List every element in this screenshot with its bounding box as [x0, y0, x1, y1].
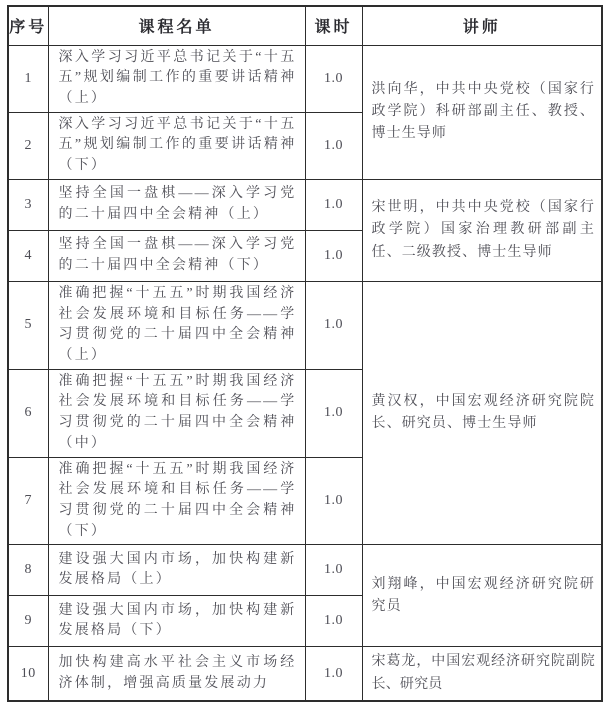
row-number: 9	[8, 596, 48, 647]
course-hours: 1.0	[305, 596, 362, 647]
course-hours: 1.0	[305, 112, 362, 179]
course-hours: 1.0	[305, 369, 362, 457]
table-row-3	[8, 179, 602, 230]
course-table	[7, 5, 603, 702]
table-row-5	[8, 281, 602, 369]
table-row-10	[8, 647, 602, 701]
row-number: 5	[8, 281, 48, 369]
course-name: 深入学习习近平总书记关于“十五五”规划编制工作的重要讲话精神（上）	[48, 45, 305, 112]
course-name: 坚持全国一盘棋——深入学习党的二十届四中全会精神（上）	[48, 179, 305, 230]
lecturer-cell: 黄汉权，中国宏观经济研究院院长、研究员、博士生导师	[362, 281, 602, 545]
header-serial-number: 序号	[8, 6, 48, 45]
lecturer-cell: 刘翔峰，中国宏观经济研究院研究员	[362, 545, 602, 647]
course-name: 坚持全国一盘棋——深入学习党的二十届四中全会精神（下）	[48, 230, 305, 281]
row-number: 10	[8, 647, 48, 701]
row-number: 2	[8, 112, 48, 179]
row-number: 6	[8, 369, 48, 457]
course-hours: 1.0	[305, 545, 362, 596]
course-name: 准确把握“十五五”时期我国经济社会发展环境和目标任务——学习贯彻党的二十届四中全会精神（下）	[48, 457, 305, 545]
course-name: 建设强大国内市场，加快构建新发展格局（下）	[48, 596, 305, 647]
header-row	[8, 6, 602, 45]
course-name: 深入学习习近平总书记关于“十五五”规划编制工作的重要讲话精神（下）	[48, 112, 305, 179]
course-name: 建设强大国内市场，加快构建新发展格局（上）	[48, 545, 305, 596]
course-name: 准确把握“十五五”时期我国经济社会发展环境和目标任务——学习贯彻党的二十届四中全会精神（上）	[48, 281, 305, 369]
course-hours: 1.0	[305, 281, 362, 369]
course-hours: 1.0	[305, 647, 362, 701]
lecturer-cell: 洪向华，中共中央党校（国家行政学院）科研部副主任、教授、博士生导师	[362, 45, 602, 179]
table-row-1	[8, 45, 602, 112]
course-hours: 1.0	[305, 179, 362, 230]
course-hours: 1.0	[305, 457, 362, 545]
row-number: 4	[8, 230, 48, 281]
lecturer-cell: 宋葛龙，中国宏观经济研究院副院长、研究员	[362, 647, 602, 701]
row-number: 1	[8, 45, 48, 112]
row-number: 3	[8, 179, 48, 230]
course-hours: 1.0	[305, 230, 362, 281]
header-class-hours: 课时	[305, 6, 362, 45]
header-course-name: 课程名单	[48, 6, 305, 45]
row-number: 8	[8, 545, 48, 596]
header-lecturer: 讲师	[362, 6, 602, 45]
course-name: 加快构建高水平社会主义市场经济体制，增强高质量发展动力	[48, 647, 305, 701]
row-number: 7	[8, 457, 48, 545]
table-row-8	[8, 545, 602, 596]
lecturer-cell: 宋世明，中共中央党校（国家行政学院）国家治理教研部副主任、二级教授、博士生导师	[362, 179, 602, 281]
course-hours: 1.0	[305, 45, 362, 112]
course-name: 准确把握“十五五”时期我国经济社会发展环境和目标任务——学习贯彻党的二十届四中全会精神（中）	[48, 369, 305, 457]
